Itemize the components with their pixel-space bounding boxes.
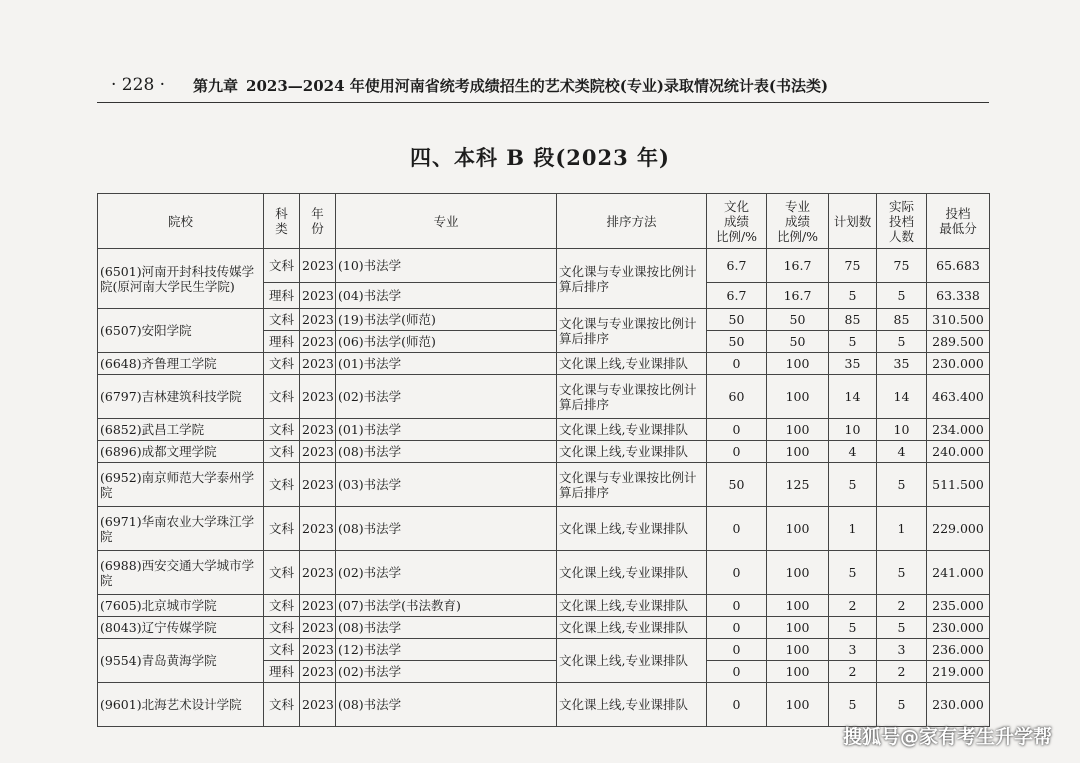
min-score-cell: 240.000 [927, 441, 990, 463]
school-name: (6797)吉林建筑科技学院 [98, 375, 264, 419]
category-cell: 文科 [264, 507, 300, 551]
plan-cell: 5 [829, 331, 877, 353]
major-cell: (06)书法学(师范) [336, 331, 557, 353]
major-cell: (01)书法学 [336, 353, 557, 375]
category-cell: 文科 [264, 463, 300, 507]
plan-cell: 5 [829, 617, 877, 639]
actual-cell: 2 [877, 595, 927, 617]
major-cell: (08)书法学 [336, 617, 557, 639]
year-cell: 2023 [300, 507, 336, 551]
culture-ratio-cell: 0 [707, 507, 767, 551]
school-name: (6952)南京师范大学泰州学院 [98, 463, 264, 507]
section-title: 四、本科 B 段(2023 年) [409, 145, 670, 170]
prof-ratio-cell: 100 [767, 595, 829, 617]
method-cell: 文化课与专业课按比例计算后排序 [557, 375, 707, 419]
min-score-cell: 511.500 [927, 463, 990, 507]
method-cell: 文化课上线,专业课排队 [557, 353, 707, 375]
school-name: (6501)河南开封科技传媒学院(原河南大学民生学院) [98, 249, 264, 309]
year-cell: 2023 [300, 595, 336, 617]
category-cell: 文科 [264, 595, 300, 617]
table-row [98, 507, 990, 551]
min-score-cell: 63.338 [927, 283, 990, 309]
major-cell: (19)书法学(师范) [336, 309, 557, 331]
year-cell: 2023 [300, 683, 336, 727]
header-category: 科 类 [264, 194, 300, 249]
school-name: (9601)北海艺术设计学院 [98, 683, 264, 727]
prof-ratio-cell: 100 [767, 639, 829, 661]
prof-ratio-cell: 100 [767, 507, 829, 551]
year-cell: 2023 [300, 375, 336, 419]
plan-cell: 35 [829, 353, 877, 375]
culture-ratio-cell: 50 [707, 309, 767, 331]
prof-ratio-cell: 100 [767, 551, 829, 595]
min-score-cell: 219.000 [927, 661, 990, 683]
major-cell: (03)书法学 [336, 463, 557, 507]
plan-cell: 75 [829, 249, 877, 283]
major-cell: (07)书法学(书法教育) [336, 595, 557, 617]
category-cell: 理科 [264, 661, 300, 683]
prof-ratio-cell: 100 [767, 375, 829, 419]
prof-ratio-cell: 50 [767, 331, 829, 353]
year-cell: 2023 [300, 441, 336, 463]
year-cell: 2023 [300, 353, 336, 375]
plan-cell: 1 [829, 507, 877, 551]
min-score-cell: 289.500 [927, 331, 990, 353]
prof-ratio-cell: 100 [767, 683, 829, 727]
plan-cell: 3 [829, 639, 877, 661]
culture-ratio-cell: 50 [707, 331, 767, 353]
category-cell: 文科 [264, 441, 300, 463]
min-score-cell: 230.000 [927, 617, 990, 639]
page-header [97, 68, 989, 103]
min-score-cell: 236.000 [927, 639, 990, 661]
plan-cell: 5 [829, 463, 877, 507]
watermark: 搜狐号@家有考生升学帮 [842, 726, 1052, 748]
plan-cell: 2 [829, 595, 877, 617]
actual-cell: 14 [877, 375, 927, 419]
culture-ratio-cell: 0 [707, 661, 767, 683]
year-cell: 2023 [300, 419, 336, 441]
header-major: 专业 [336, 194, 557, 249]
plan-cell: 5 [829, 283, 877, 309]
admission-table [97, 193, 990, 727]
method-cell: 文化课上线,专业课排队 [557, 551, 707, 595]
category-cell: 文科 [264, 617, 300, 639]
culture-ratio-cell: 0 [707, 419, 767, 441]
table-body [98, 249, 990, 727]
actual-cell: 5 [877, 617, 927, 639]
actual-cell: 5 [877, 551, 927, 595]
method-cell: 文化课上线,专业课排队 [557, 683, 707, 727]
table-row [98, 463, 990, 507]
prof-ratio-cell: 16.7 [767, 283, 829, 309]
min-score-cell: 310.500 [927, 309, 990, 331]
actual-cell: 3 [877, 639, 927, 661]
culture-ratio-cell: 6.7 [707, 249, 767, 283]
actual-cell: 10 [877, 419, 927, 441]
min-score-cell: 235.000 [927, 595, 990, 617]
school-name: (6507)安阳学院 [98, 309, 264, 353]
header-culture-ratio: 文化 成绩 比例/% [707, 194, 767, 249]
prof-ratio-cell: 100 [767, 661, 829, 683]
culture-ratio-cell: 0 [707, 617, 767, 639]
school-name: (8043)辽宁传媒学院 [98, 617, 264, 639]
prof-ratio-cell: 16.7 [767, 249, 829, 283]
method-cell: 文化课上线,专业课排队 [557, 507, 707, 551]
actual-cell: 5 [877, 283, 927, 309]
method-cell: 文化课上线,专业课排队 [557, 639, 707, 683]
year-cell: 2023 [300, 661, 336, 683]
major-cell: (12)书法学 [336, 639, 557, 661]
header-school: 院校 [98, 194, 264, 249]
table-row [98, 617, 990, 639]
plan-cell: 5 [829, 683, 877, 727]
chapter-title: 2023—2024 年使用河南省统考成绩招生的艺术类院校(专业)录取情况统计表(书法类) [246, 76, 829, 95]
category-cell: 文科 [264, 419, 300, 441]
culture-ratio-cell: 50 [707, 463, 767, 507]
table-row [98, 309, 990, 331]
major-cell: (10)书法学 [336, 249, 557, 283]
prof-ratio-cell: 100 [767, 617, 829, 639]
category-cell: 文科 [264, 309, 300, 331]
plan-cell: 14 [829, 375, 877, 419]
header-year: 年 份 [300, 194, 336, 249]
header-actual: 实际 投档 人数 [877, 194, 927, 249]
category-cell: 文科 [264, 551, 300, 595]
category-cell: 文科 [264, 375, 300, 419]
method-cell: 文化课上线,专业课排队 [557, 419, 707, 441]
table-row [98, 639, 990, 661]
school-name: (7605)北京城市学院 [98, 595, 264, 617]
plan-cell: 2 [829, 661, 877, 683]
min-score-cell: 463.400 [927, 375, 990, 419]
major-cell: (08)书法学 [336, 507, 557, 551]
table-row [98, 375, 990, 419]
prof-ratio-cell: 125 [767, 463, 829, 507]
year-cell: 2023 [300, 639, 336, 661]
method-cell: 文化课与专业课按比例计算后排序 [557, 463, 707, 507]
year-cell: 2023 [300, 249, 336, 283]
table-row [98, 683, 990, 727]
method-cell: 文化课上线,专业课排队 [557, 441, 707, 463]
method-cell: 文化课与专业课按比例计算后排序 [557, 309, 707, 353]
min-score-cell: 229.000 [927, 507, 990, 551]
culture-ratio-cell: 0 [707, 595, 767, 617]
major-cell: (02)书法学 [336, 551, 557, 595]
table-row [98, 419, 990, 441]
category-cell: 文科 [264, 683, 300, 727]
plan-cell: 5 [829, 551, 877, 595]
prof-ratio-cell: 100 [767, 419, 829, 441]
actual-cell: 1 [877, 507, 927, 551]
culture-ratio-cell: 0 [707, 639, 767, 661]
min-score-cell: 230.000 [927, 683, 990, 727]
actual-cell: 75 [877, 249, 927, 283]
culture-ratio-cell: 60 [707, 375, 767, 419]
min-score-cell: 241.000 [927, 551, 990, 595]
category-cell: 文科 [264, 639, 300, 661]
header-plan: 计划数 [829, 194, 877, 249]
table-header-row [98, 194, 990, 249]
major-cell: (02)书法学 [336, 661, 557, 683]
method-cell: 文化课上线,专业课排队 [557, 595, 707, 617]
actual-cell: 5 [877, 683, 927, 727]
category-cell: 文科 [264, 353, 300, 375]
category-cell: 文科 [264, 249, 300, 283]
min-score-cell: 230.000 [927, 353, 990, 375]
table-row [98, 595, 990, 617]
school-name: (6852)武昌工学院 [98, 419, 264, 441]
header-min-score: 投档 最低分 [927, 194, 990, 249]
method-cell: 文化课与专业课按比例计算后排序 [557, 249, 707, 309]
major-cell: (02)书法学 [336, 375, 557, 419]
culture-ratio-cell: 0 [707, 441, 767, 463]
school-name: (6971)华南农业大学珠江学院 [98, 507, 264, 551]
table-row [98, 551, 990, 595]
prof-ratio-cell: 100 [767, 441, 829, 463]
page-number: · 228 · [111, 75, 166, 95]
actual-cell: 5 [877, 463, 927, 507]
major-cell: (08)书法学 [336, 683, 557, 727]
culture-ratio-cell: 0 [707, 683, 767, 727]
category-cell: 理科 [264, 331, 300, 353]
culture-ratio-cell: 0 [707, 551, 767, 595]
culture-ratio-cell: 6.7 [707, 283, 767, 309]
prof-ratio-cell: 100 [767, 353, 829, 375]
year-cell: 2023 [300, 617, 336, 639]
school-name: (6648)齐鲁理工学院 [98, 353, 264, 375]
year-cell: 2023 [300, 331, 336, 353]
plan-cell: 4 [829, 441, 877, 463]
actual-cell: 4 [877, 441, 927, 463]
category-cell: 理科 [264, 283, 300, 309]
table-row [98, 353, 990, 375]
year-cell: 2023 [300, 309, 336, 331]
actual-cell: 35 [877, 353, 927, 375]
year-cell: 2023 [300, 283, 336, 309]
plan-cell: 85 [829, 309, 877, 331]
table-row [98, 441, 990, 463]
header-prof-ratio: 专业 成绩 比例/% [767, 194, 829, 249]
prof-ratio-cell: 50 [767, 309, 829, 331]
table-row [98, 249, 990, 283]
major-cell: (08)书法学 [336, 441, 557, 463]
actual-cell: 2 [877, 661, 927, 683]
header-method: 排序方法 [557, 194, 707, 249]
school-name: (6988)西安交通大学城市学院 [98, 551, 264, 595]
culture-ratio-cell: 0 [707, 353, 767, 375]
actual-cell: 85 [877, 309, 927, 331]
major-cell: (04)书法学 [336, 283, 557, 309]
min-score-cell: 65.683 [927, 249, 990, 283]
school-name: (6896)成都文理学院 [98, 441, 264, 463]
plan-cell: 10 [829, 419, 877, 441]
actual-cell: 5 [877, 331, 927, 353]
min-score-cell: 234.000 [927, 419, 990, 441]
chapter-label: 第九章 [193, 76, 239, 95]
school-name: (9554)青岛黄海学院 [98, 639, 264, 683]
year-cell: 2023 [300, 463, 336, 507]
year-cell: 2023 [300, 551, 336, 595]
method-cell: 文化课上线,专业课排队 [557, 617, 707, 639]
major-cell: (01)书法学 [336, 419, 557, 441]
